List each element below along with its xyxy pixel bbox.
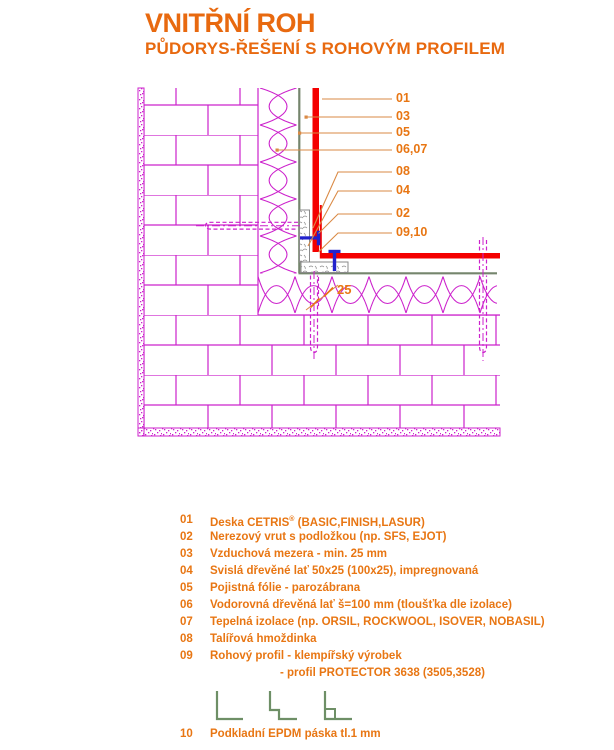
page-subtitle: PŮDORYS-ŘEŠENÍ S ROHOVÝM PROFILEM [145, 39, 506, 58]
callout-04: 04 [396, 183, 410, 197]
masonry-left-wall [144, 88, 258, 428]
vertical-lath [300, 210, 310, 262]
corner-profile-stepped-icon [270, 691, 297, 719]
horizontal-lath [301, 262, 348, 273]
insulation-bottom-wall [258, 275, 497, 316]
callout-06-07: 06,07 [396, 142, 428, 156]
plaster-strip-bottom [138, 428, 500, 436]
callout-08: 08 [396, 164, 410, 178]
callout-03: 03 [396, 109, 410, 123]
dimension-label: 25 [337, 282, 352, 297]
callout-01: 01 [396, 91, 410, 105]
masonry-bottom-wall [258, 315, 500, 428]
page-title: VNITŘNÍ ROH [145, 8, 315, 38]
profile-variant-icons [195, 686, 375, 726]
cetris-board-horizontal [321, 253, 500, 259]
drawing-page: VNITŘNÍ ROH PŮDORYS-ŘEŠENÍ S ROHOVÝM PROFILEM 01 03 05 06,07 08 04 02 09,10 25 01 Deska CETRIS® (BASIC,FINISH,LASUR) 02 Nerezový vrut s podložkou (np. SFS, EJOT) 03 Vzduchová mezera - min. 25 mm 04 Svislá dřevěné lať 50x25 (100x25), impregnovaná 05 Pojistná fólie - parozábrana 06 Vodorovná dřevěná lať š=100 mm (tloušťka dle izolace) 07 Tepelná izolace (np. ORSIL, ROCKWOOL, ISOVER, NOBASIL) 08 Talířová hmoždinka 09 Rohový profil - klempířský výrobek - profil PROTECTOR 3638 (3505,3528) 10 Podkladní EPDM páska tl.1 mm [0, 0, 614, 750]
callout-05: 05 [396, 125, 410, 139]
registered-mark: ® [289, 516, 295, 523]
corner-profile-boxed-icon [325, 691, 352, 719]
plaster-strip-left [138, 88, 144, 436]
callout-02: 02 [396, 206, 410, 220]
callout-09-10: 09,10 [396, 225, 428, 239]
corner-profile-plain-icon [217, 691, 243, 719]
insulation-left-wall [258, 88, 299, 274]
